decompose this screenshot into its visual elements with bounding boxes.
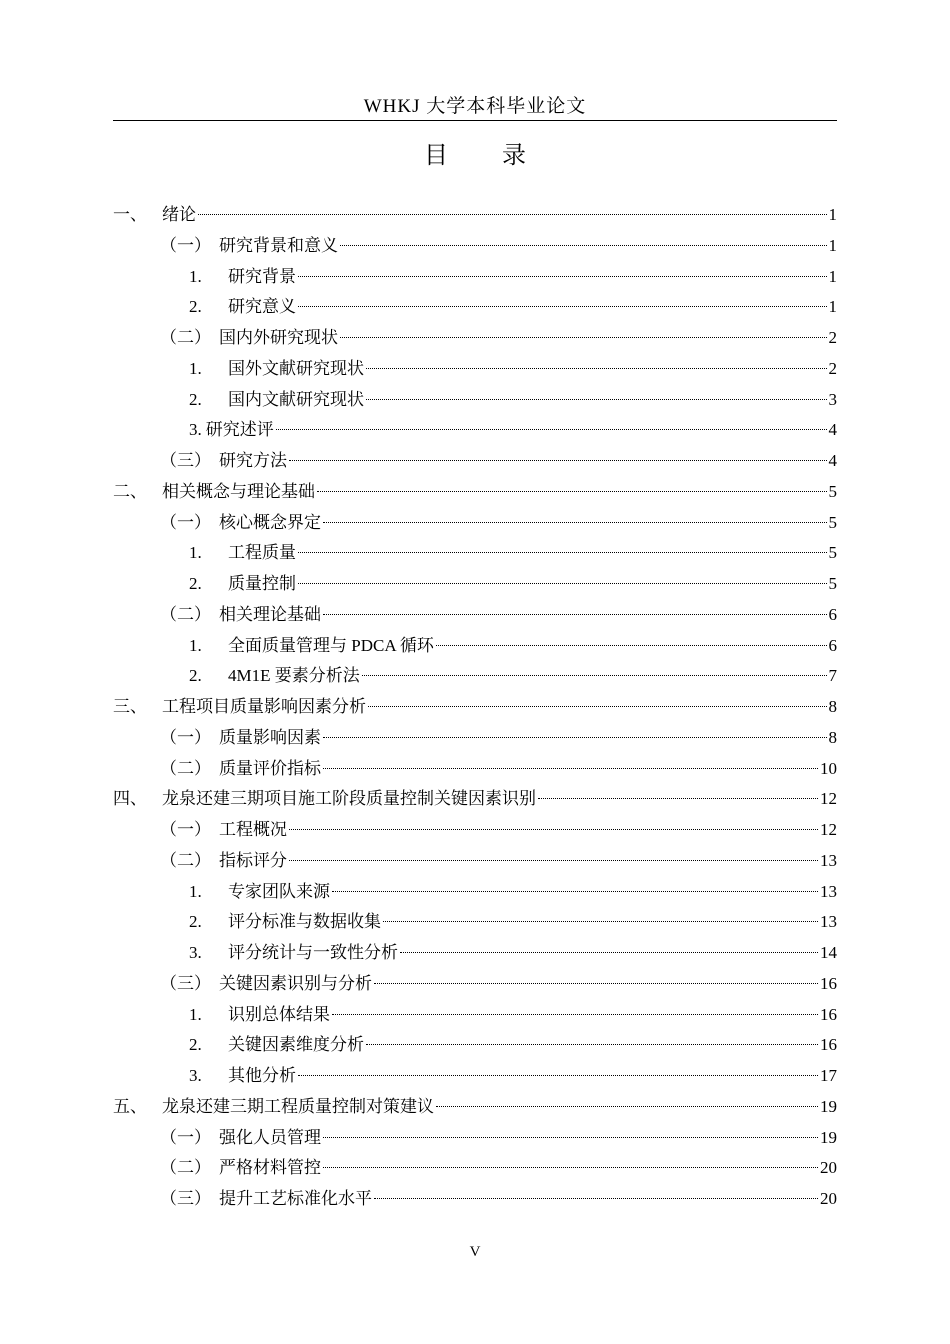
toc-entry[interactable] — [113, 1123, 837, 1153]
toc-entry-label: 龙泉还建三期工程质量控制对策建议 — [162, 1096, 434, 1116]
toc-entry-number: 2. — [189, 297, 202, 317]
toc-entry-number: 1. — [189, 266, 202, 286]
toc-entry-number: 1. — [189, 543, 202, 563]
dot-leader — [374, 983, 818, 984]
dot-leader — [366, 1044, 818, 1045]
toc-entry[interactable] — [113, 1000, 837, 1030]
toc-entry[interactable] — [113, 354, 837, 384]
toc-entry-label: 核心概念界定 — [219, 512, 321, 532]
toc-entry[interactable] — [113, 723, 837, 753]
toc-entry-number: 五、 — [113, 1096, 147, 1116]
toc-entry[interactable] — [113, 538, 837, 568]
toc-entry-page: 6 — [828, 635, 837, 655]
dot-leader — [298, 1075, 818, 1076]
toc-entry[interactable] — [113, 477, 837, 507]
toc-entry-page: 19 — [820, 1096, 837, 1116]
toc-entry-page: 19 — [820, 1127, 837, 1147]
toc-entry-number: （三） — [160, 451, 211, 470]
toc-entry[interactable] — [113, 846, 837, 876]
toc-entry-page: 1 — [828, 235, 837, 255]
page-number: V — [469, 1244, 481, 1260]
toc-entry-label: 关键因素识别与分析 — [219, 973, 372, 993]
toc-entry[interactable] — [113, 1092, 837, 1122]
toc-entry-label: 评分统计与一致性分析 — [228, 943, 398, 962]
toc-entry-number: 1. — [189, 1004, 202, 1024]
toc-entry[interactable] — [113, 323, 837, 353]
toc-entry-label: 研究方法 — [219, 451, 287, 470]
toc-entry-label: 研究背景和意义 — [219, 235, 338, 255]
toc-entry-number: 2. — [189, 1035, 202, 1055]
toc-entry-page: 5 — [828, 543, 837, 563]
dot-leader — [323, 768, 818, 769]
toc-entry[interactable] — [113, 661, 837, 691]
toc-entry[interactable] — [113, 262, 837, 292]
toc-entry-page: 20 — [820, 1158, 837, 1178]
toc-entry-page: 8 — [828, 697, 837, 716]
dot-leader — [289, 860, 818, 861]
toc-entry-label: 研究背景 — [228, 266, 296, 286]
toc-entry-number: （一） — [160, 1127, 211, 1147]
dot-leader — [340, 337, 827, 338]
toc-entry-page: 5 — [828, 481, 837, 501]
toc-title: 目 录 — [424, 143, 550, 169]
dot-leader — [298, 276, 827, 277]
toc-entry-label: 提升工艺标准化水平 — [219, 1189, 372, 1208]
toc-entry-label: 关键因素维度分析 — [228, 1035, 364, 1055]
toc-entry-page: 16 — [820, 973, 837, 993]
toc-entry-number: 2. — [189, 912, 202, 932]
toc-entry-number: 1. — [189, 881, 202, 901]
toc-entry[interactable] — [113, 692, 837, 722]
toc-entry-page: 7 — [828, 666, 837, 686]
toc-entry-page: 17 — [820, 1066, 837, 1085]
toc-entry-page: 1 — [828, 205, 837, 224]
dot-leader — [383, 921, 818, 922]
toc-entry-page: 6 — [828, 604, 837, 624]
dot-leader — [400, 952, 818, 953]
toc-entry-number: 一、 — [113, 205, 147, 224]
toc-entry[interactable] — [113, 600, 837, 630]
toc-entry[interactable] — [113, 508, 837, 538]
toc-entry-page: 13 — [820, 850, 837, 870]
dot-leader — [298, 552, 827, 553]
toc-entry-label: 工程质量 — [228, 543, 296, 563]
toc-entry-number: 2. — [189, 389, 202, 409]
toc-entry-label: 质量控制 — [228, 574, 296, 593]
dot-leader — [374, 1198, 818, 1199]
toc-entry-number: 1. — [189, 358, 202, 378]
toc-entry-label: 严格材料管控 — [219, 1158, 321, 1178]
dot-leader — [436, 645, 827, 646]
toc-entry-number: 1. — [189, 635, 202, 655]
toc-entry[interactable] — [113, 231, 837, 261]
toc-entry-page: 16 — [820, 1035, 837, 1055]
toc-entry-number: 3. — [189, 943, 202, 962]
toc-entry-label: 强化人员管理 — [219, 1127, 321, 1147]
toc-entry-number: （一） — [160, 512, 211, 532]
toc-entry-label: 专家团队来源 — [228, 881, 330, 901]
toc-entry-page: 1 — [828, 297, 837, 317]
toc-entry-page: 12 — [820, 820, 837, 839]
toc-entry-number: （二） — [160, 1158, 211, 1178]
toc-entry-number: 四、 — [113, 789, 147, 809]
toc-entry[interactable] — [113, 938, 837, 968]
toc-entry-label: 绪论 — [162, 205, 196, 224]
toc-entry-number: （二） — [160, 850, 211, 870]
dot-leader — [323, 1137, 818, 1138]
dot-leader — [317, 491, 827, 492]
toc-entry-page: 13 — [820, 912, 837, 932]
toc-entry-page: 1 — [828, 266, 837, 286]
toc-entry-label: 国外文献研究现状 — [228, 358, 364, 378]
toc-entry-page: 16 — [820, 1004, 837, 1024]
toc-entry-page: 13 — [820, 881, 837, 901]
toc-entry[interactable] — [113, 446, 837, 476]
toc-entry-page: 20 — [820, 1189, 837, 1208]
toc-entry[interactable] — [113, 631, 837, 661]
toc-entry-label: 国内文献研究现状 — [228, 389, 364, 409]
toc-entry-label: 识别总体结果 — [228, 1004, 330, 1024]
dot-leader — [538, 798, 818, 799]
toc-entry-label: 研究述评 — [205, 420, 274, 440]
toc-entry[interactable] — [113, 1030, 837, 1060]
dot-leader — [298, 583, 827, 584]
dot-leader — [323, 1167, 818, 1168]
toc-entry-label: 4M1E 要素分析法 — [228, 666, 360, 686]
toc-entry[interactable] — [113, 907, 837, 937]
toc-entry-label: 国内外研究现状 — [219, 328, 338, 347]
toc-entry[interactable] — [113, 969, 837, 999]
dot-leader — [276, 429, 827, 430]
toc-entry-page: 10 — [820, 758, 837, 778]
toc-entry-number: （二） — [160, 758, 211, 778]
toc-entry-label: 其他分析 — [228, 1066, 296, 1085]
toc-entry-page: 2 — [828, 358, 837, 378]
dot-leader — [289, 460, 827, 461]
toc-entry[interactable] — [113, 754, 837, 784]
toc-entry[interactable] — [113, 1153, 837, 1183]
toc-entry[interactable] — [113, 415, 837, 445]
toc-entry-number: （二） — [160, 328, 211, 347]
toc-entry-number: （三） — [160, 1189, 211, 1208]
toc-entry-label: 龙泉还建三期项目施工阶段质量控制关键因素识别 — [162, 789, 536, 809]
toc-entry[interactable] — [113, 877, 837, 907]
toc-entry-page: 5 — [828, 574, 837, 593]
toc-entry-number: 2. — [189, 666, 202, 686]
running-header: WHKJ 大学本科毕业论文 — [363, 96, 587, 117]
toc-entry-number: 三、 — [113, 697, 147, 716]
toc-entry-label: 工程概况 — [219, 820, 287, 839]
toc-entry-number: （一） — [160, 235, 211, 255]
toc-entry-label: 相关理论基础 — [219, 604, 321, 624]
toc-entry[interactable] — [113, 1184, 837, 1214]
toc-entry-label: 质量评价指标 — [219, 758, 321, 778]
toc-entry-label: 全面质量管理与 PDCA 循环 — [228, 635, 434, 655]
toc-entry-number: 二、 — [113, 481, 147, 501]
toc-entry[interactable] — [113, 200, 837, 230]
dot-leader — [366, 368, 827, 369]
toc-entry-label: 工程项目质量影响因素分析 — [162, 697, 366, 716]
toc-entry[interactable] — [113, 292, 837, 322]
toc-entry-label: 研究意义 — [228, 297, 296, 317]
dot-leader — [198, 214, 827, 215]
dot-leader — [298, 306, 827, 307]
dot-leader — [289, 829, 818, 830]
toc-entry-page: 4 — [828, 420, 837, 440]
toc-entry[interactable] — [113, 1061, 837, 1091]
toc-entry-page: 4 — [828, 451, 837, 470]
toc-entry[interactable] — [113, 569, 837, 599]
toc-entry-page: 3 — [828, 389, 837, 409]
toc-entry-label: 评分标准与数据收集 — [228, 912, 381, 932]
toc-entry-number: 3. — [189, 1066, 202, 1085]
toc-entry-page: 12 — [820, 789, 837, 809]
toc-entry-number: （一） — [160, 727, 211, 747]
dot-leader — [323, 614, 827, 615]
dot-leader — [323, 522, 827, 523]
dot-leader — [323, 737, 827, 738]
dot-leader — [436, 1106, 818, 1107]
toc-entry[interactable] — [113, 385, 837, 415]
toc-entry-number: （二） — [160, 604, 211, 624]
toc-entry-label: 质量影响因素 — [219, 727, 321, 747]
toc-entry[interactable] — [113, 784, 837, 814]
toc-entry-page: 8 — [828, 727, 837, 747]
dot-leader — [340, 245, 827, 246]
toc-entry-number: （一） — [160, 820, 211, 839]
toc-entry-number: （三） — [160, 973, 211, 993]
dot-leader — [362, 675, 827, 676]
toc-entry-page: 2 — [828, 328, 837, 347]
toc-entry[interactable] — [113, 815, 837, 845]
toc-entry-number: 2. — [189, 574, 202, 593]
toc-entry-page: 14 — [820, 943, 837, 962]
toc-entry-number: 3. — [189, 420, 202, 440]
dot-leader — [368, 706, 827, 707]
toc-entry-page: 5 — [828, 512, 837, 532]
dot-leader — [332, 1014, 818, 1015]
header-divider — [113, 120, 837, 121]
dot-leader — [366, 399, 827, 400]
dot-leader — [332, 891, 818, 892]
toc-entry-label: 指标评分 — [219, 850, 287, 870]
toc-entry-label: 相关概念与理论基础 — [162, 481, 315, 501]
